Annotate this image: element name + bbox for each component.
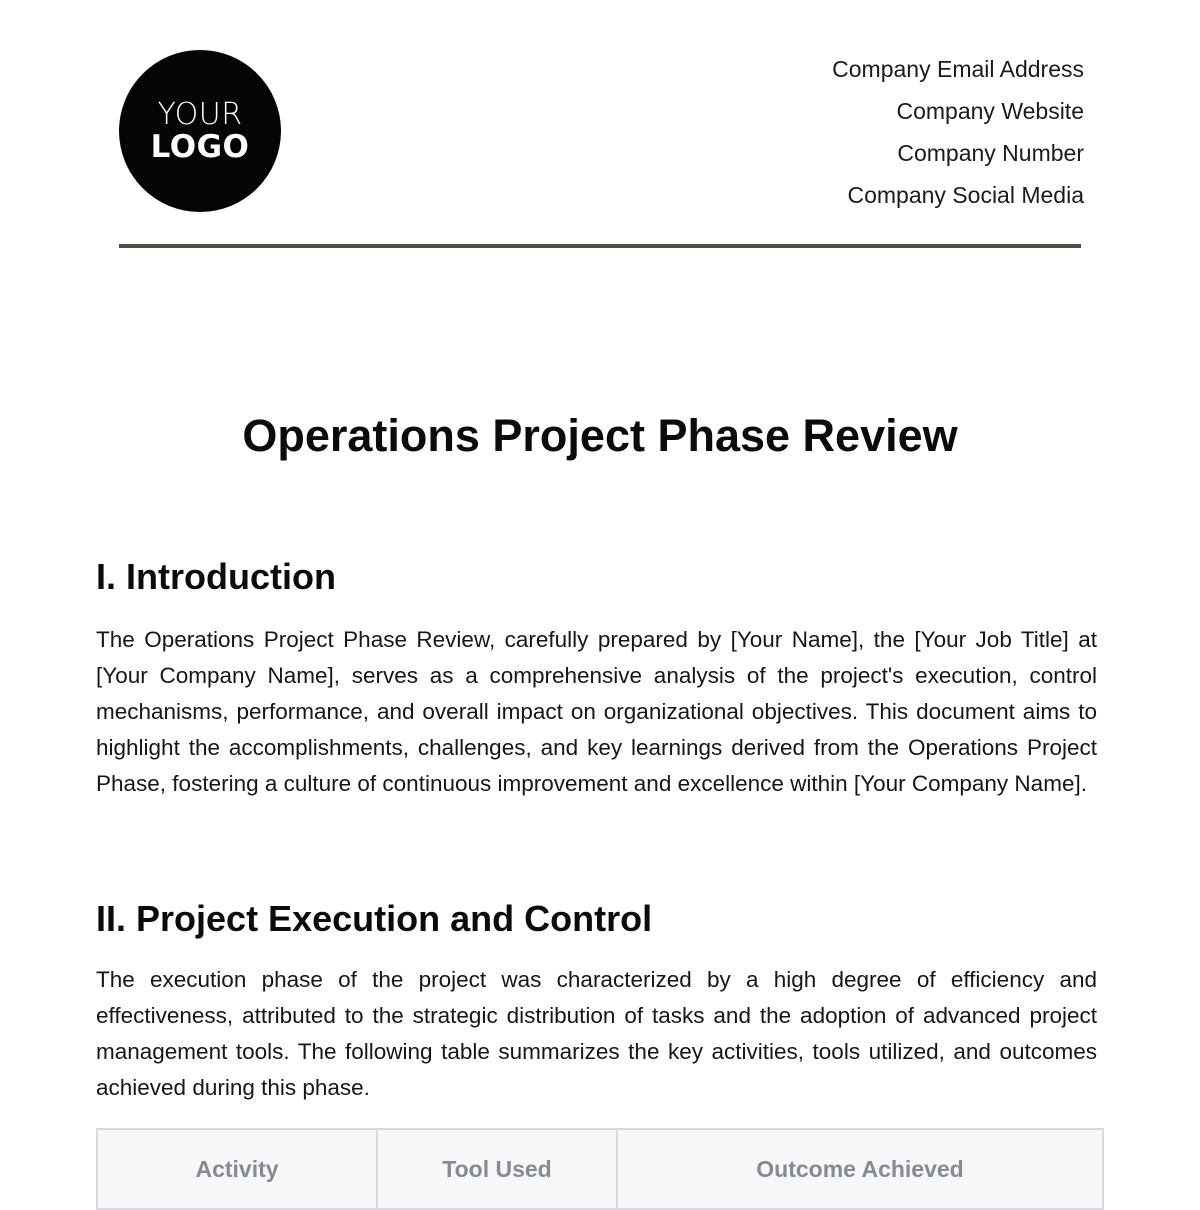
table-header-outcome-achieved: Outcome Achieved: [617, 1129, 1103, 1209]
introduction-paragraph: The Operations Project Phase Review, carefully prepared by [Your Name], the [Your Job Title] at [Your Company Name], serves as a comprehensive analysis of the project's execution, control mechanisms, performance, and overall impact on organizational objectives. This document aims to highlight the accomplishments, challenges, and key learnings derived from the Operations Project Phase, fostering a culture of continuous improvement and excellence within [Your Company Name].: [96, 627, 1097, 796]
company-email: Company Email Address: [832, 56, 1084, 82]
company-contact-block: [832, 55, 1084, 223]
header-divider: [119, 244, 1081, 248]
company-social-media: Company Social Media: [847, 182, 1084, 208]
logo-text-bottom: LOGO: [150, 128, 250, 165]
section-heading-execution: II. Project Execution and Control: [96, 898, 653, 939]
company-number: Company Number: [897, 140, 1084, 166]
logo-text-top: YOUR: [157, 96, 243, 132]
table-header-tool-used: Tool Used: [377, 1129, 617, 1209]
document-title: Operations Project Phase Review: [242, 410, 958, 461]
table-header-activity: Activity: [97, 1129, 377, 1209]
company-logo: [119, 50, 281, 212]
table-header-row: [97, 1129, 1103, 1209]
execution-paragraph: The execution phase of the project was characterized by a high degree of efficiency and effectiveness, attributed to the strategic distribution of tasks and the adoption of advanced project management tools. The following table summarizes the key activities, tools utilized, and outcomes achieved during this phase.: [96, 967, 1097, 1100]
company-website: Company Website: [896, 98, 1084, 124]
section-heading-introduction: I. Introduction: [96, 556, 336, 597]
